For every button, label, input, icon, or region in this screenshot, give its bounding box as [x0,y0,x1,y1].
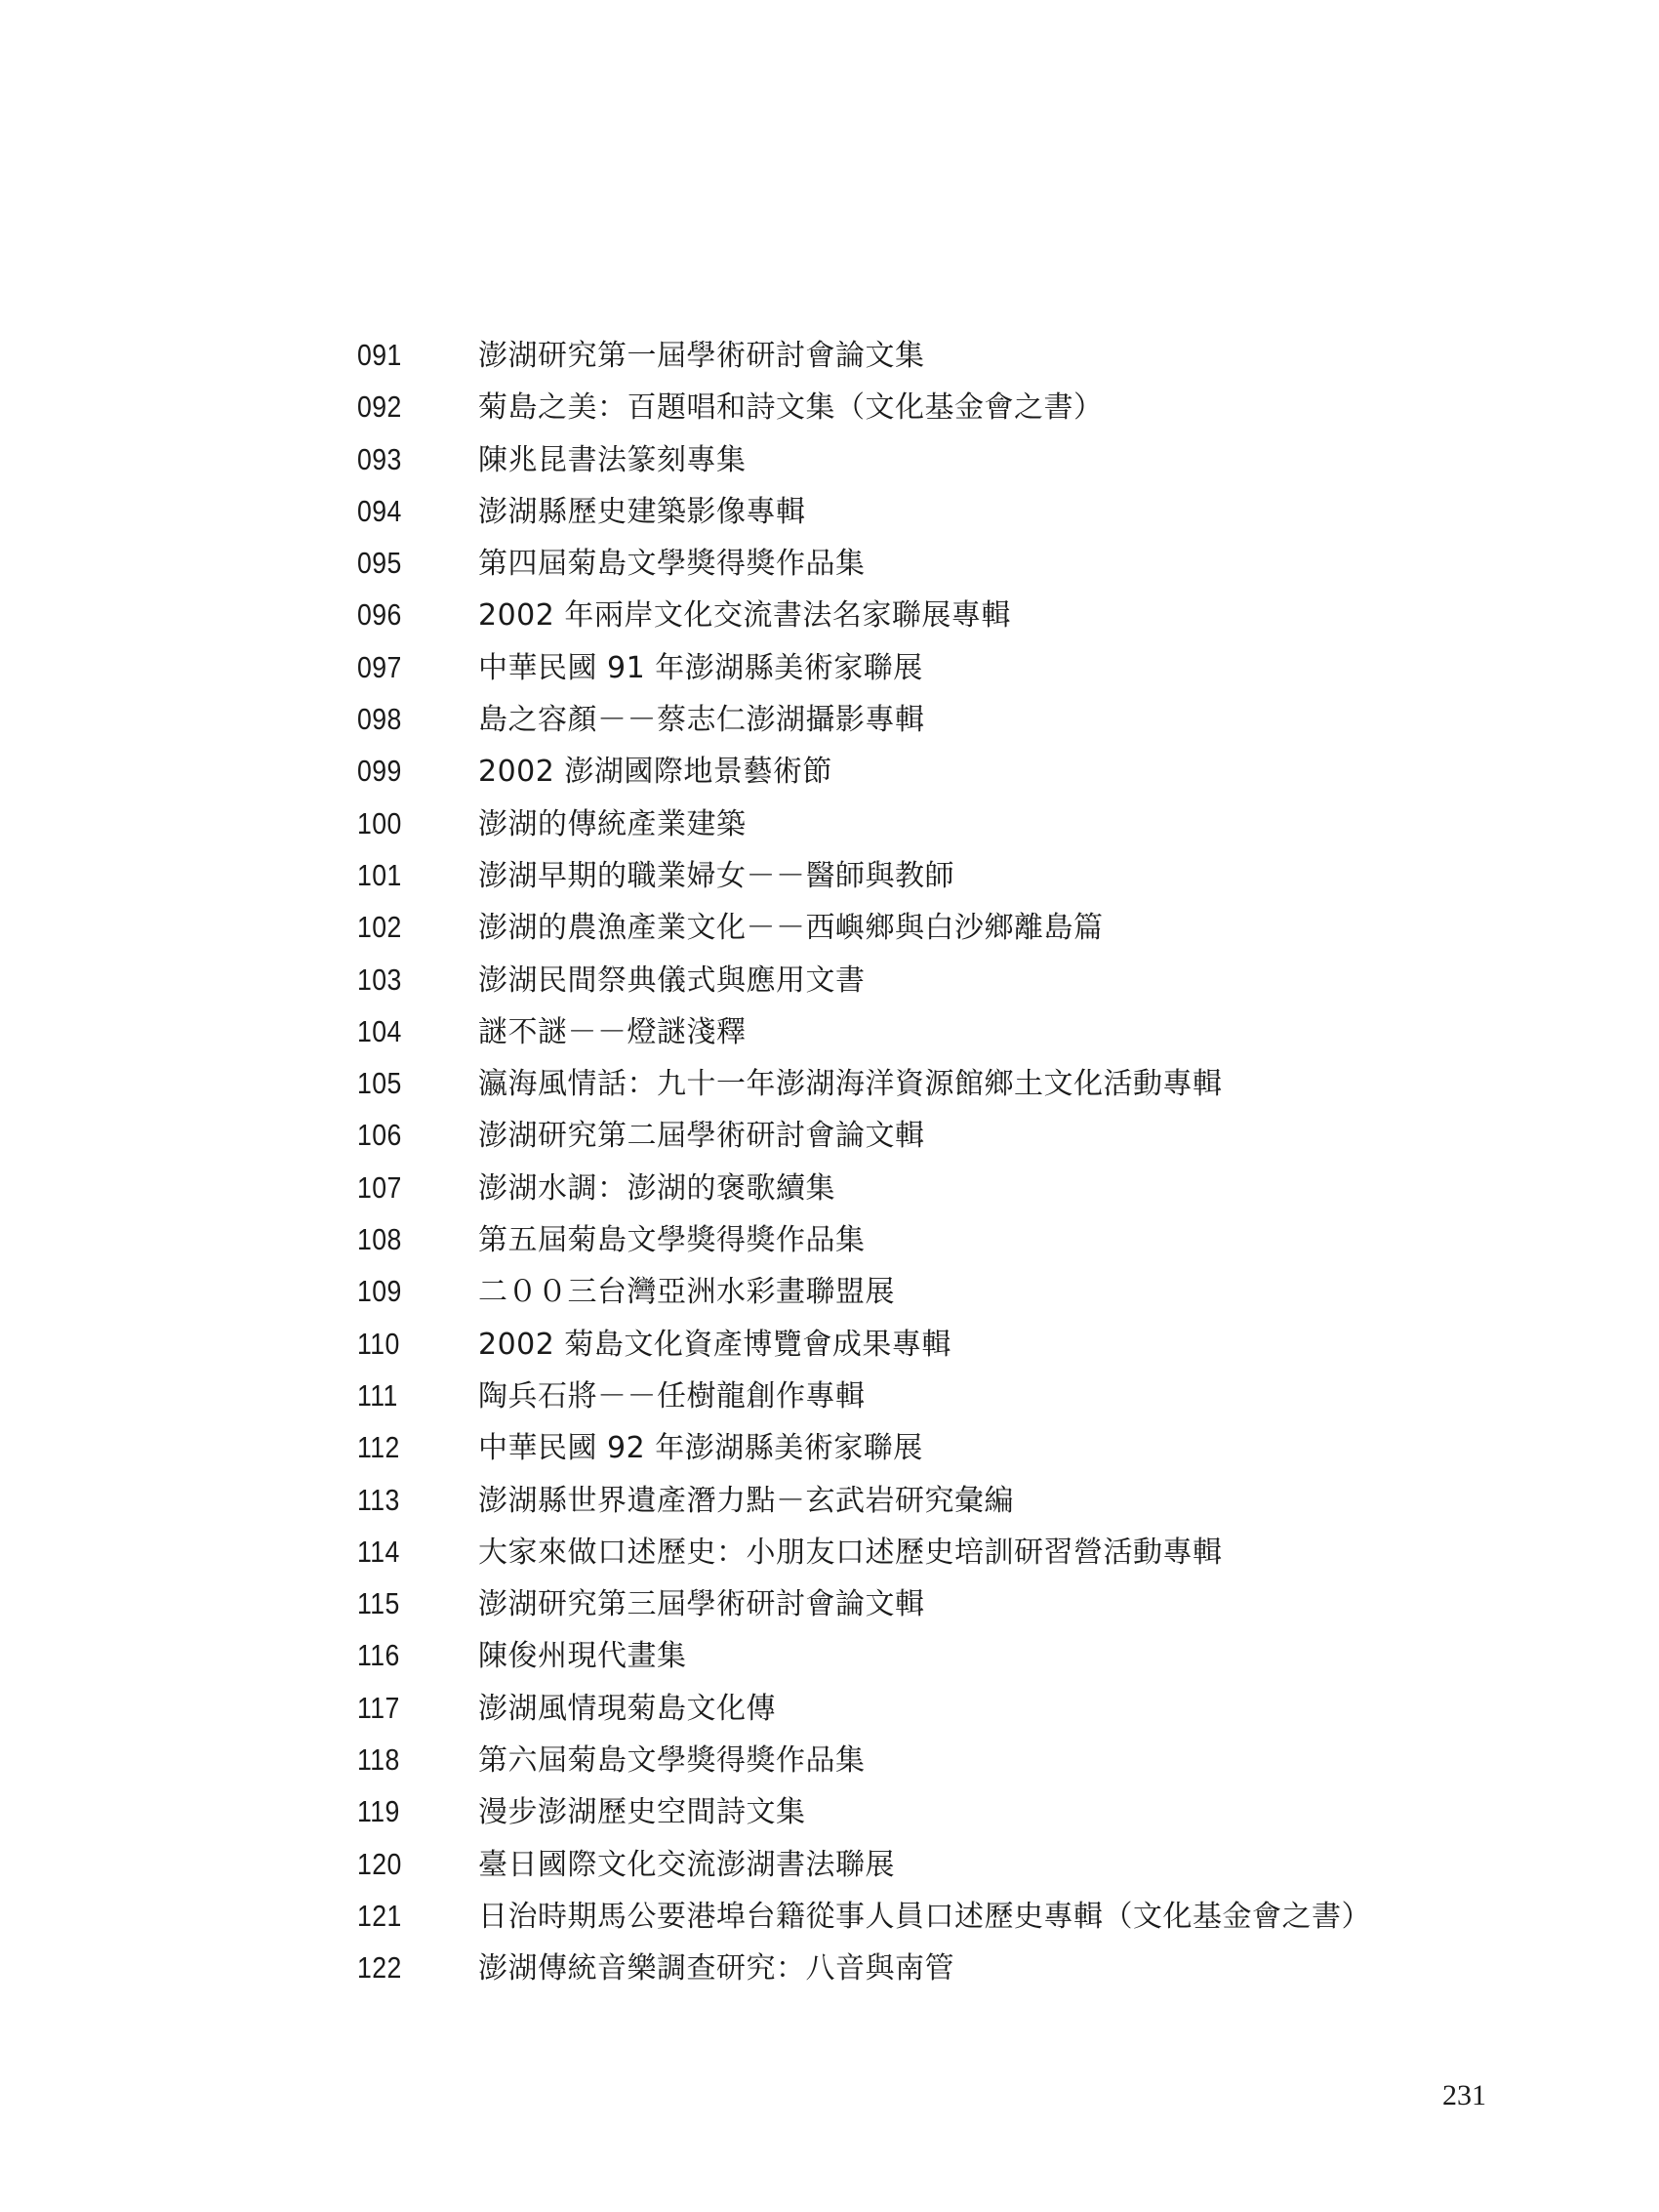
list-item [357,1942,1528,1993]
item-number: 117 [357,1690,400,1725]
list-item [357,329,1528,381]
item-title: 臺日國際文化交流澎湖書法聯展 [478,1847,895,1882]
item-title: 2002 年兩岸文化交流書法名家聯展專輯 [478,598,1011,634]
list-item [357,1734,1528,1785]
list-item [357,1577,1528,1629]
item-title: 澎湖的農漁產業文化－－西嶼鄉與白沙鄉離島篇 [478,911,1104,946]
item-number: 110 [357,1326,400,1361]
list-item [357,1629,1528,1681]
item-number: 100 [357,805,402,840]
item-title: 澎湖早期的職業婦女－－醫師與教師 [478,858,954,893]
list-item [357,901,1528,953]
item-title: 陶兵石將－－任樹龍創作專輯 [478,1378,866,1413]
item-number: 099 [357,754,402,789]
list-item [357,1526,1528,1577]
item-title: 澎湖民間祭典儀式與應用文書 [478,963,866,998]
item-title: 島之容顏－－蔡志仁澎湖攝影專輯 [478,703,925,738]
item-number: 104 [357,1013,402,1048]
item-title: 二００三台灣亞洲水彩畫聯盟展 [478,1275,895,1310]
list-item [357,1682,1528,1734]
item-number: 113 [357,1482,400,1517]
list-item [357,798,1528,849]
list-item [357,1162,1528,1213]
item-title: 陳俊州現代畫集 [478,1639,687,1674]
item-number: 092 [357,389,402,425]
list-item [357,1265,1528,1317]
item-title: 澎湖研究第二屆學術研討會論文輯 [478,1119,925,1154]
list-item [357,849,1528,901]
list-item [357,1890,1528,1942]
item-number: 101 [357,857,402,892]
item-title: 澎湖縣歷史建築影像專輯 [478,494,806,529]
list-item [357,1421,1528,1473]
item-title: 澎湖的傳統產業建築 [478,806,747,841]
list-item [357,1213,1528,1265]
item-number: 112 [357,1430,400,1465]
list-item [357,381,1528,432]
item-number: 118 [357,1742,400,1778]
item-title: 第四屆菊島文學獎得獎作品集 [478,547,866,582]
item-number: 103 [357,962,402,997]
item-title: 瀛海風情話：九十一年澎湖海洋資源館鄉土文化活動專輯 [478,1067,1223,1102]
item-title: 中華民國 92 年澎湖縣美術家聯展 [478,1431,923,1466]
list-item [357,1057,1528,1109]
list-item [357,1109,1528,1161]
item-number: 098 [357,702,402,737]
item-title: 澎湖傳統音樂調查研究：八音與南管 [478,1951,954,1987]
list-item [357,485,1528,537]
item-title: 2002 菊島文化資產博覽會成果專輯 [478,1327,951,1362]
item-title: 陳兆昆書法篆刻專集 [478,442,747,477]
item-number: 093 [357,441,402,476]
item-number: 106 [357,1118,402,1153]
list-item [357,589,1528,640]
list-item [357,1005,1528,1057]
item-number: 105 [357,1066,402,1101]
item-title: 澎湖研究第一屆學術研討會論文集 [478,339,925,373]
list-item [357,1474,1528,1526]
item-title: 日治時期馬公要港埠台籍從事人員口述歷史專輯（文化基金會之書） [478,1899,1371,1934]
list-item [357,954,1528,1005]
list-item [357,1370,1528,1421]
item-title: 澎湖研究第三屆學術研討會論文輯 [478,1587,925,1622]
list-item [357,537,1528,589]
catalog-list [357,329,1528,1994]
item-number: 120 [357,1846,402,1881]
item-number: 108 [357,1222,402,1257]
item-title: 漫步澎湖歷史空間詩文集 [478,1795,806,1830]
list-item [357,693,1528,745]
item-number: 095 [357,546,402,581]
item-title: 2002 澎湖國際地景藝術節 [478,755,832,790]
item-title: 澎湖縣世界遺產潛力點－玄武岩研究彙編 [478,1483,1014,1518]
list-item [357,745,1528,797]
item-title: 大家來做口述歷史：小朋友口述歷史培訓研習營活動專輯 [478,1535,1223,1570]
item-number: 096 [357,597,402,633]
page-number: 231 [1442,2079,1486,2111]
item-title: 第五屆菊島文學獎得獎作品集 [478,1223,866,1258]
item-number: 097 [357,649,402,684]
item-title: 澎湖風情現菊島文化傳 [478,1691,776,1726]
list-item [357,433,1528,485]
item-number: 091 [357,338,402,372]
item-title: 第六屆菊島文學獎得獎作品集 [478,1743,866,1779]
item-title: 菊島之美：百題唱和詩文集（文化基金會之書） [478,390,1104,426]
item-number: 122 [357,1950,402,1986]
list-item [357,1318,1528,1370]
item-number: 121 [357,1898,402,1933]
item-number: 094 [357,493,402,528]
item-number: 114 [357,1534,400,1569]
list-item [357,1785,1528,1837]
item-number: 116 [357,1638,400,1673]
item-number: 119 [357,1794,400,1829]
item-number: 111 [357,1377,398,1413]
item-title: 澎湖水調：澎湖的褒歌續集 [478,1170,835,1206]
item-number: 109 [357,1274,402,1309]
item-title: 謎不謎－－燈謎淺釋 [478,1014,747,1049]
list-item [357,641,1528,693]
item-number: 115 [357,1586,400,1621]
item-number: 102 [357,910,402,945]
list-item [357,1838,1528,1890]
item-number: 107 [357,1169,402,1205]
item-title: 中華民國 91 年澎湖縣美術家聯展 [478,650,923,685]
